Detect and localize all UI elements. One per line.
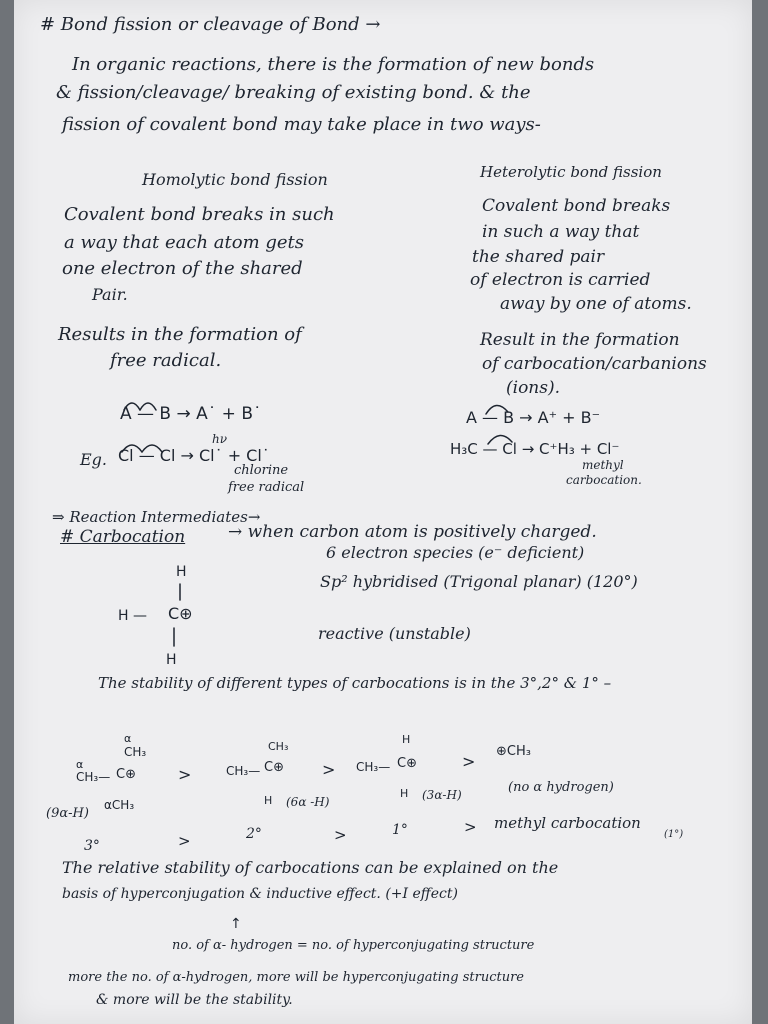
- carbocation-prop-2: Sp² hybridised (Trigonal planar) (120°): [320, 572, 638, 591]
- heterolytic-scheme: A — B → A⁺ + B⁻: [466, 408, 601, 427]
- explanation-line-3: more the no. of α-hydrogen, more will be hyperconjugating structure: [68, 970, 524, 985]
- order-gt-1: >: [178, 832, 191, 850]
- curved-arrow-1: [486, 405, 508, 414]
- secondary-note: (6α -H): [286, 795, 330, 809]
- secondary-top: CH₃: [268, 740, 289, 753]
- fishhook-arrow-4: [142, 445, 162, 452]
- structure-center-c: C⊕: [168, 604, 193, 623]
- intro-line-1: In organic reactions, there is the formation of new bonds: [72, 54, 595, 75]
- heterolytic-desc-2: in such a way that: [482, 222, 640, 242]
- homolytic-eg-condition: hν: [212, 432, 228, 446]
- homolytic-desc-4: Pair.: [92, 285, 128, 304]
- homolytic-result-1: Results in the formation of: [58, 324, 302, 345]
- intermediates-heading: ⇒ Reaction Intermediates→: [52, 508, 261, 526]
- tertiary-top: CH₃: [124, 745, 147, 759]
- order-gt-3: >: [464, 818, 477, 836]
- structure-top-h: H: [176, 564, 187, 580]
- explanation-arrow: ↑: [230, 916, 242, 932]
- fishhook-arrow-3: [122, 445, 142, 452]
- methyl-label: ⊕CH₃: [496, 744, 531, 759]
- curved-arrow-2: [488, 435, 512, 444]
- heterolytic-desc-3: the shared pair: [472, 247, 605, 267]
- order-gt-2: >: [334, 826, 347, 844]
- tertiary-bottom: αCH₃: [104, 798, 135, 812]
- homolytic-desc-2: a way that each atom gets: [64, 232, 305, 253]
- primary-left: CH₃—: [356, 760, 391, 774]
- gt-1: >: [178, 765, 192, 784]
- homolytic-eg-note-2: free radical: [228, 480, 305, 495]
- explanation-line-1: The relative stability of carbocations can be explained on the: [62, 858, 559, 877]
- tertiary-left: CH₃—: [76, 770, 111, 784]
- homolytic-desc-3: one electron of the shared: [62, 258, 303, 279]
- structure-bottom-h: H: [166, 652, 177, 668]
- heterolytic-desc-5: away by one of atoms.: [500, 294, 692, 314]
- explanation-line-4: & more will be the stability.: [96, 992, 293, 1008]
- order-methyl-deg: (1°): [664, 829, 684, 840]
- homolytic-eg-label: Eg.: [80, 450, 108, 469]
- methyl-note: (no α hydrogen): [508, 780, 614, 795]
- heterolytic-result-2: of carbocation/carbanions: [482, 354, 707, 374]
- tertiary-note: (9α-H): [46, 806, 89, 821]
- page-title: # Bond fission or cleavage of Bond →: [40, 14, 381, 35]
- heterolytic-desc-1: Covalent bond breaks: [482, 196, 671, 216]
- carbocation-prop-3: reactive (unstable): [318, 624, 471, 643]
- primary-center: C⊕: [397, 756, 417, 771]
- order-3deg: 3°: [84, 838, 100, 854]
- fishhook-arrow-1: [124, 403, 140, 410]
- heterolytic-eg-note-2: carbocation.: [566, 473, 642, 487]
- stability-intro: The stability of different types of carbocations is in the 3°,2° & 1° –: [98, 674, 612, 692]
- heterolytic-eg-note-1: methyl: [582, 458, 624, 472]
- intro-line-3: fission of covalent bond may take place in two ways-: [62, 114, 541, 135]
- secondary-center: C⊕: [264, 760, 284, 775]
- tertiary-center: C⊕: [116, 767, 136, 782]
- primary-note: (3α-H): [422, 788, 462, 802]
- primary-top: H: [402, 733, 411, 746]
- intro-line-2: & fission/cleavage/ breaking of existing bond. & the: [56, 82, 531, 103]
- explanation-formula: no. of α- hydrogen = no. of hyperconjugating structure: [172, 938, 535, 953]
- homolytic-desc-1: Covalent bond breaks in such: [64, 204, 335, 225]
- heterolytic-result-3: (ions).: [506, 378, 561, 398]
- homolytic-eg-equation: Cl — Cl → Cl˙ + Cl˙: [118, 446, 270, 465]
- carbocation-label: # Carbocation: [60, 527, 186, 547]
- gt-2: >: [322, 760, 336, 779]
- homolytic-heading: Homolytic bond fission: [142, 170, 328, 189]
- heterolytic-result-1: Result in the formation: [480, 330, 680, 350]
- order-methyl: methyl carbocation: [494, 814, 641, 832]
- tertiary-alpha-label: α: [124, 732, 132, 745]
- homolytic-eg-note-1: chlorine: [234, 463, 289, 478]
- secondary-bottom: H: [264, 794, 273, 807]
- explanation-line-2: basis of hyperconjugation & inductive effect. (+I effect): [62, 886, 458, 902]
- secondary-left: CH₃—: [226, 764, 261, 778]
- homolytic-scheme: A — B → A˙ + B˙: [120, 404, 262, 424]
- carbocation-definition: → when carbon atom is positively charged.: [228, 522, 597, 542]
- heterolytic-eg-equation: H₃C — Cl → C⁺H₃ + Cl⁻: [450, 440, 620, 458]
- order-1deg: 1°: [392, 822, 408, 838]
- structure-left-h: H —: [118, 608, 147, 624]
- gt-3: >: [462, 752, 476, 771]
- tertiary-alpha-left: α: [76, 758, 84, 771]
- homolytic-result-2: free radical.: [110, 350, 222, 371]
- primary-bottom: H: [400, 787, 409, 800]
- order-2deg: 2°: [246, 826, 262, 842]
- heterolytic-desc-4: of electron is carried: [470, 270, 651, 290]
- fishhook-arrow-2: [140, 403, 156, 410]
- heterolytic-heading: Heterolytic bond fission: [480, 163, 662, 181]
- carbocation-prop-1: 6 electron species (e⁻ deficient): [326, 543, 585, 562]
